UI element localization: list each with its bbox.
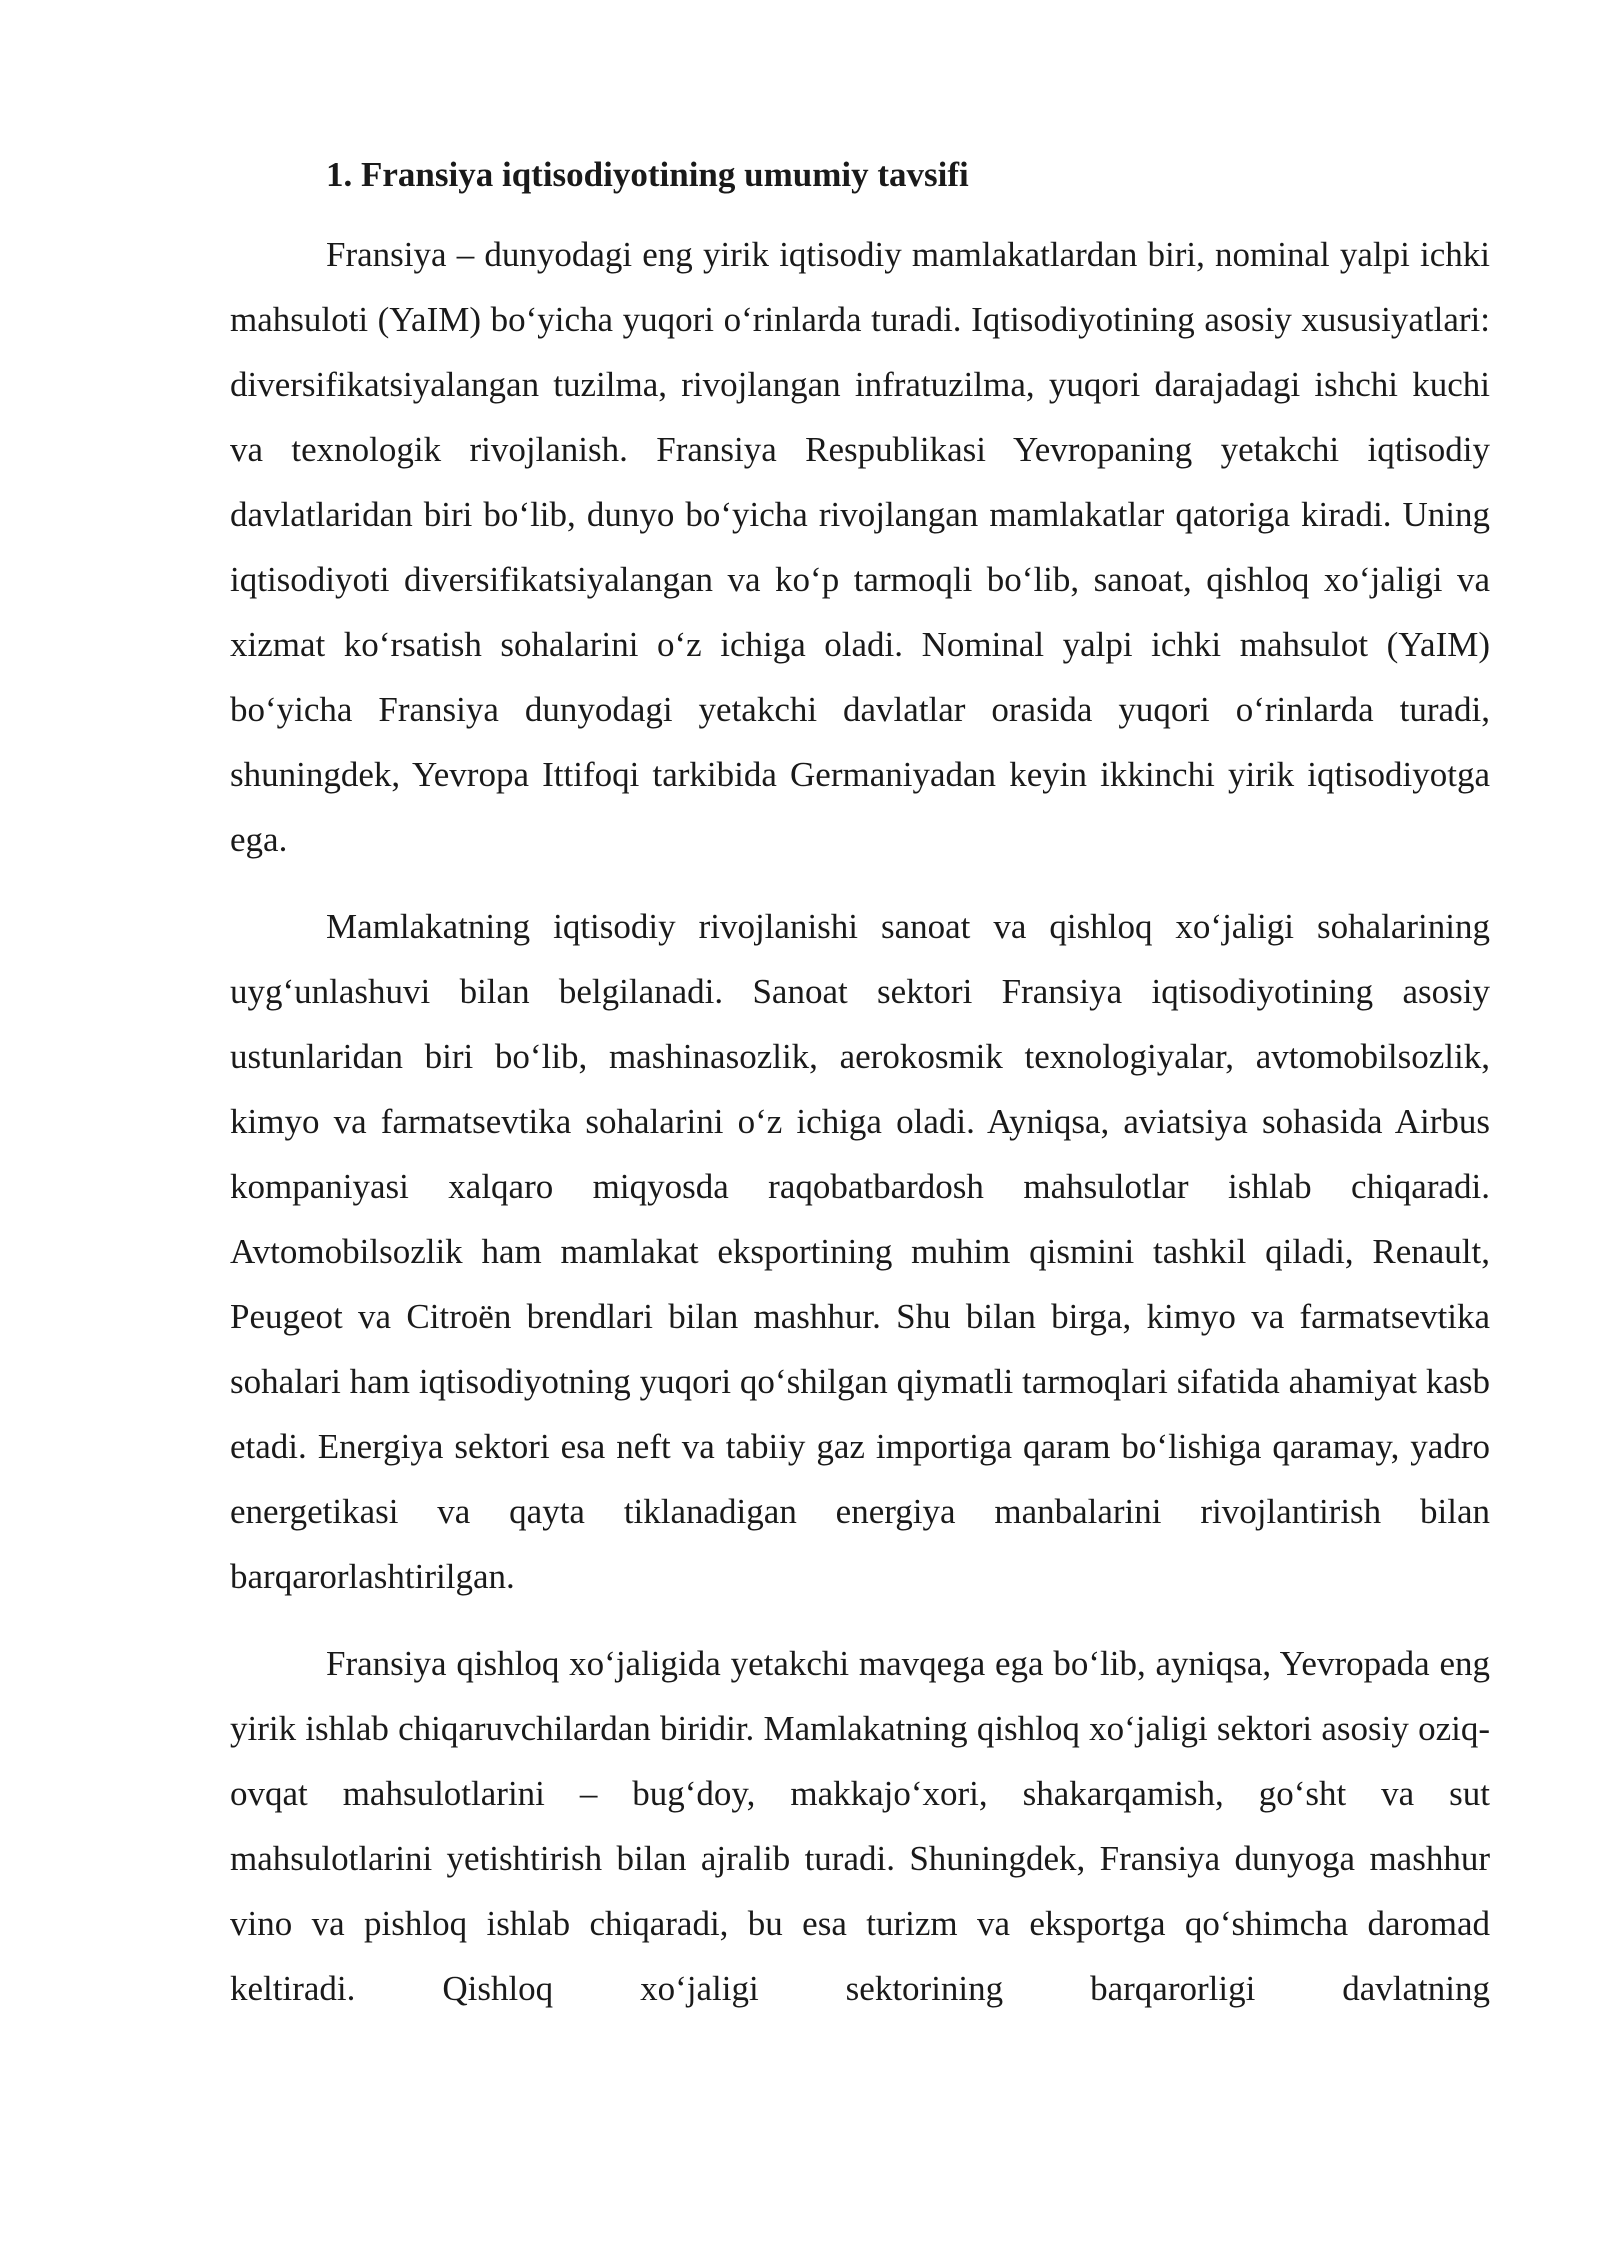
paragraph-industry: Mamlakatning iqtisodiy rivojlanishi sanoat va qishloq xo‘jaligi sohalarining uyg‘unlashuvi bilan belgilanadi. Sanoat sektori Fransiya iqtisodiyotining asosiy ustunlaridan biri bo‘lib, mashinasozlik, aerokosmik texnologiyalar, avtomobilsozlik, kimyo va farmatsevtika sohalarini o‘z ichiga oladi. Ayniqsa, aviatsiya sohasida Airbus kompaniyasi xalqaro miqyosda raqobatbardosh mahsulotlar ishlab chiqaradi. Avtomobilsozlik ham mamlakat eksportining muhim qismini tashkil qiladi, Renault, Peugeot va Citroën brendlari bilan mashhur. Shu bilan birga, kimyo va farmatsevtika sohalari ham iqtisodiyotning yuqori qo‘shilgan qiymatli tarmoqlari sifatida ahamiyat kasb etadi. Energiya sektori esa neft va tabiiy gaz importiga qaram bo‘lishiga qaramay, yadro energetikasi va qayta tiklanadigan energiya manbalarini rivojlantirish bilan barqarorlashtirilgan. <box>230 907 1490 1596</box>
paragraph-overview: Fransiya – dunyodagi eng yirik iqtisodiy mamlakatlardan biri, nominal yalpi ichki mahsuloti (YaIM) bo‘yicha yuqori o‘rinlarda turadi. Iqtisodiyotining asosiy xususiyatlari: diversifikatsiyalangan tuzilma, rivojlangan infratuzilma, yuqori darajadagi ishchi kuchi va texnologik rivojlanish. Fransiya Respublikasi Yevropaning yetakchi iqtisodiy davlatlaridan biri bo‘lib, dunyo bo‘yicha rivojlangan mamlakatlar qatoriga kiradi. Uning iqtisodiyoti diversifikatsiyalangan va ko‘p tarmoqli bo‘lib, sanoat, qishloq xo‘jaligi va xizmat ko‘rsatish sohalarini o‘z ichiga oladi. Nominal yalpi ichki mahsulot (YaIM) bo‘yicha Fransiya dunyodagi yetakchi davlatlar orasida yuqori o‘rinlarda turadi, shuningdek, Yevropa Ittifoqi tarkibida Germaniyadan keyin ikkinchi yirik iqtisodiyotga ega. <box>230 235 1490 859</box>
document-body <box>230 150 1490 2043</box>
paragraph-agriculture: Fransiya qishloq xo‘jaligida yetakchi mavqega ega bo‘lib, ayniqsa, Yevropada eng yirik ishlab chiqaruvchilardan biridir. Mamlakatning qishloq xo‘jaligi sektori asosiy oziq-ovqat mahsulotlarini – bug‘doy, makkajo‘xori, shakarqamish, go‘sht va sut mahsulotlarini yetishtirish bilan ajralib turadi. Shuningdek, Fransiya dunyoga mashhur vino va pishloq ishlab chiqaradi, bu esa turizm va eksportga qo‘shimcha daromad keltiradi. Qishloq xo‘jaligi sektorining barqarorligi davlatning <box>230 1644 1490 2008</box>
section-heading: 1. Fransiya iqtisodiyotining umumiy tavsifi <box>326 155 969 194</box>
